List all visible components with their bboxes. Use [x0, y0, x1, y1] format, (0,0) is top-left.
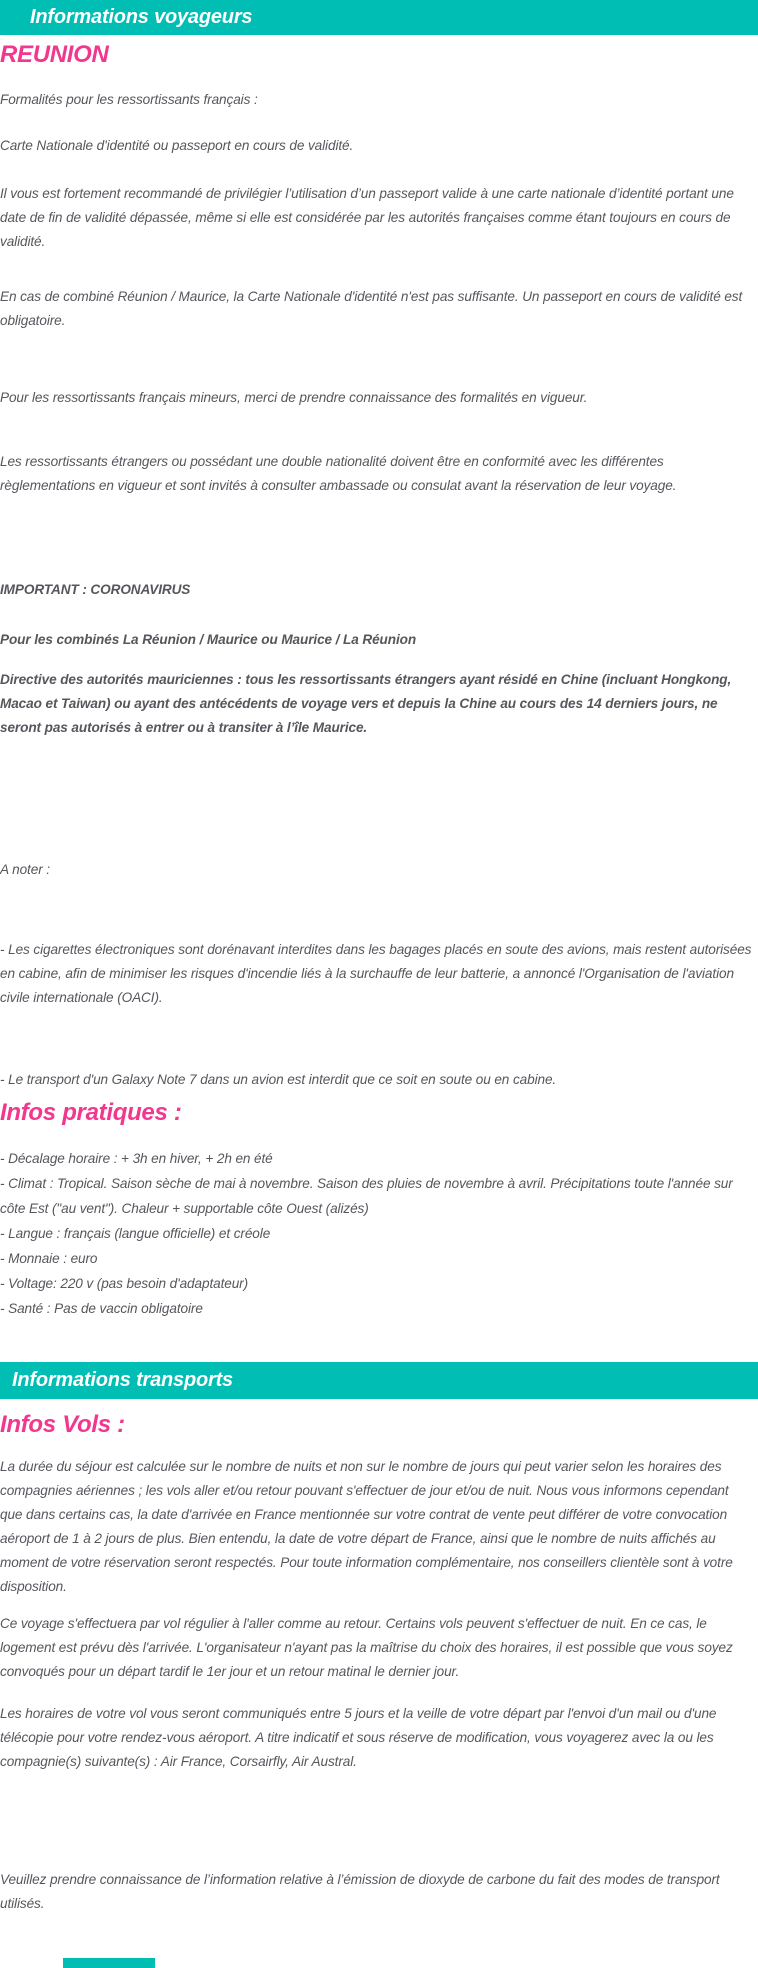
paragraph-carte-identite: Carte Nationale d'identité ou passeport en cours de validité.: [0, 138, 354, 153]
paragraph-horaires-vol: Les horaires de votre vol vous seront communiqués entre 5 jours et la veille de votre départ par l'envoi d'un mail ou d'une télécopie pour votre rendez-vous aéroport. A titre indicatif et sous réserve de modification, vous voyagerez avec la ou les compagnie(s) suivante(s) : Air France, Corsairfly, Air Austral.: [0, 1706, 717, 1769]
next-section-bar-fragment: [63, 1958, 155, 1968]
list-item-langue: - Langue : français (langue officielle) et créole: [0, 1226, 271, 1241]
paragraph-vol-regulier: Ce voyage s'effectuera par vol régulier à l'aller comme au retour. Certains vols peuvent s'effectuer de nuit. En ce cas, le logement est prévu dès l'arrivée. L'organisateur n'ayant pas la maîtrise du choix des horaires, il est possible que vous soyez convoqués pour un départ tardif le 1er jour et un retour matinal le dernier jour.: [0, 1616, 733, 1679]
paragraph-cigarettes-electroniques: - Les cigarettes électroniques sont dorénavant interdites dans les bagages placés en soute des avions, mais restent autorisées en cabine, afin de minimiser les risques d'incendie liés à la surchauffe de leur batterie, a annoncé l'Organisation de l'aviation civile internationale (OACI).: [0, 942, 752, 1005]
paragraph-etrangers: Les ressortissants étrangers ou possédant une double nationalité doivent être en conformité avec les différentes règlementations en vigueur et sont invités à consulter ambassade ou consulat avant la réservation de leur voyage.: [0, 454, 677, 493]
section-header-voyageurs: [0, 0, 758, 35]
section-header-transports: [0, 1362, 758, 1399]
list-item-decalage: - Décalage horaire : + 3h en hiver, + 2h en été: [0, 1151, 273, 1166]
infos-pratiques-title: Infos pratiques :: [0, 1099, 182, 1126]
destination-title: REUNION: [0, 41, 109, 68]
paragraph-combine-reunion-maurice: En cas de combiné Réunion / Maurice, la Carte Nationale d'identité n'est pas suffisante. Un passeport en cours de validité est obligatoire.: [0, 289, 743, 328]
paragraph-galaxy-note7: - Le transport d'un Galaxy Note 7 dans un avion est interdit que ce soit en soute ou en cabine.: [0, 1072, 557, 1087]
paragraph-mineurs: Pour les ressortissants français mineurs, merci de prendre connaissance des formalités en vigueur.: [0, 390, 588, 405]
infos-pratiques-list: [0, 1146, 752, 1321]
paragraph-important-coronavirus: IMPORTANT : CORONAVIRUS: [0, 582, 191, 597]
paragraph-formalites: Formalités pour les ressortissants français :: [0, 92, 258, 107]
paragraph-emission-co2: Veuillez prendre connaissance de l’information relative à l’émission de dioxyde de carbone du fait des modes de transport utilisés.: [0, 1872, 720, 1911]
list-item-voltage: - Voltage: 220 v (pas besoin d'adaptateur): [0, 1276, 249, 1291]
infos-vols-title: Infos Vols :: [0, 1411, 125, 1438]
paragraph-directive-mauricienne: Directive des autorités mauriciennes : tous les ressortissants étrangers ayant résidé en Chine (incluant Hongkong, Macao et Taiwan) ou ayant des antécédents de voyage vers et depuis la Chine au cours des 14 derniers jours, ne seront pas autorisés à entrer ou à transiter à l’île Maurice.: [0, 672, 732, 735]
list-item-monnaie: - Monnaie : euro: [0, 1251, 98, 1266]
paragraph-passeport-recommande: Il vous est fortement recommandé de privilégier l’utilisation d’un passeport valide à une carte nationale d’identité portant une date de fin de validité dépassée, même si elle est considérée par les autorités françaises comme étant toujours en cours de validité.: [0, 186, 734, 249]
section-header-voyageurs-label: Informations voyageurs: [30, 6, 253, 28]
paragraph-duree-sejour: La durée du séjour est calculée sur le nombre de nuits et non sur le nombre de jours qui peut varier selon les horaires des compagnies aériennes ; les vols aller et/ou retour pouvant s'effectuer de jour et/ou de nuit. Nous vous informons cependant que dans certains cas, la date d'arrivée en France mentionnée sur votre contrat de vente peut différer de votre convocation aéroport de 1 à 2 jours de plus. Bien entendu, la date de votre départ de France, ainsi que le nombre de nuits affichés au moment de votre réservation seront respectés. Pour toute information complémentaire, nos conseillers clientèle sont à votre disposition.: [0, 1459, 733, 1594]
paragraph-a-noter: A noter :: [0, 862, 50, 877]
list-item-sante: - Santé : Pas de vaccin obligatoire: [0, 1301, 203, 1316]
list-item-climat: - Climat : Tropical. Saison sèche de mai à novembre. Saison des pluies de novembre à avril. Précipitations toute l'année sur côte Est ("au vent"). Chaleur + supportable côte Ouest (alizés): [0, 1176, 733, 1216]
paragraph-combines-coronavirus: Pour les combinés La Réunion / Maurice ou Maurice / La Réunion: [0, 632, 417, 647]
section-header-transports-label: Informations transports: [12, 1369, 233, 1391]
